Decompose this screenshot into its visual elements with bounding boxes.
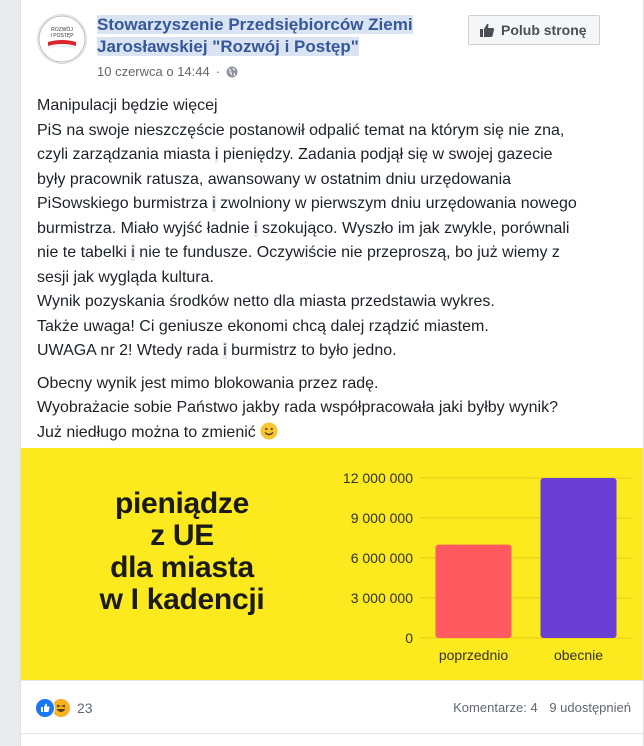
globe-icon[interactable] bbox=[226, 66, 238, 78]
text-line: Manipulacji będzie więcej bbox=[37, 97, 218, 114]
text-line: Obecny wynik jest mimo blokowania przez radę. bbox=[37, 374, 379, 392]
y-tick-label: 12 000 000 bbox=[342, 470, 413, 486]
text-line: Już niedługo można to zmienić bbox=[37, 421, 637, 446]
avatar-text-1: ROZWÓJ bbox=[51, 27, 73, 33]
y-tick-label: 0 bbox=[405, 630, 413, 646]
like-page-label: Polub stronę bbox=[501, 22, 587, 38]
x-tick-label: poprzednio bbox=[438, 647, 509, 663]
bar-obecnie bbox=[541, 478, 617, 638]
text-line: były pracownik ratusza, awansowany w ostatnim dniu urzędowania bbox=[37, 170, 512, 188]
post-card bbox=[20, 0, 644, 746]
reactions-summary[interactable] bbox=[35, 698, 93, 718]
post-footer bbox=[21, 680, 643, 746]
text-line: czyli zarządzania miasta i pieniędzy. Zadania podjął się w swojej gazecie bbox=[37, 146, 553, 163]
bar-poprzednio bbox=[436, 545, 512, 638]
hashtag-link[interactable]: i bbox=[212, 195, 216, 212]
caption-line: z UE bbox=[150, 519, 214, 552]
caption-line: dla miasta bbox=[110, 551, 254, 584]
reaction-count: 23 bbox=[77, 700, 93, 716]
page-logo-icon bbox=[38, 15, 86, 63]
hashtag-link[interactable]: i bbox=[131, 244, 135, 261]
text-line: PiSowskiego burmistrza i zwolniony w pierwszym dniu urzędowania nowego bbox=[37, 195, 577, 212]
hashtag-link[interactable]: i bbox=[214, 146, 219, 163]
y-tick-label: 6 000 000 bbox=[350, 550, 413, 566]
post-image[interactable] bbox=[21, 448, 643, 680]
comments-count[interactable]: Komentarze: 4 bbox=[453, 700, 538, 715]
post-date[interactable]: 10 czerwca o 14:44 bbox=[97, 64, 210, 79]
shares-count[interactable]: 9 udostępnień bbox=[549, 700, 631, 715]
meta-separator: · bbox=[215, 64, 221, 79]
text-line: nie te tabelki i nie te fundusze. Oczywiście nie przeproszą, bo już wiemy z bbox=[37, 244, 560, 261]
page-avatar[interactable] bbox=[37, 14, 87, 64]
smile-emoji-icon bbox=[260, 422, 278, 440]
thumbs-up-icon bbox=[479, 22, 495, 38]
y-tick-label: 9 000 000 bbox=[350, 510, 413, 526]
text-line: sesji jak wygląda kultura. bbox=[37, 268, 214, 286]
like-page-button[interactable] bbox=[468, 15, 600, 45]
post-header bbox=[21, 0, 643, 90]
like-reaction-icon bbox=[35, 698, 55, 718]
text-line: Wyobrażacie sobie Państwo jakby rada współpracowała jaki byłby wynik? bbox=[37, 399, 558, 416]
hashtag-link[interactable]: i bbox=[223, 342, 227, 359]
caption-line: pieniądze bbox=[115, 487, 249, 520]
page-name-text[interactable]: Stowarzyszenie Przedsiębiorców Ziemi Jarosławskiej "Rozwój i Postęp" bbox=[97, 15, 413, 56]
text-line: PiS na swoje nieszczęście postanowił odpalić temat na którym się nie zna, bbox=[37, 121, 565, 139]
bar-chart bbox=[306, 448, 636, 680]
post-stats bbox=[445, 700, 631, 715]
actions-divider bbox=[21, 733, 643, 734]
caption-line: w I kadencji bbox=[99, 583, 265, 616]
text-line: UWAGA nr 2! Wtedy rada i burmistrz to było jedno. bbox=[37, 342, 397, 359]
post-meta bbox=[97, 64, 238, 79]
text-line: Wynik pozyskania środków netto dla miasta przedstawia wykres. bbox=[37, 293, 495, 310]
hashtag-link[interactable]: i bbox=[253, 219, 258, 237]
text-line: Także uwaga! Ci geniusze ekonomi chcą dalej rządzić miastem. bbox=[37, 317, 489, 335]
y-tick-label: 3 000 000 bbox=[350, 590, 413, 606]
post-text bbox=[37, 94, 637, 445]
image-caption bbox=[87, 488, 277, 616]
x-tick-label: obecnie bbox=[553, 647, 604, 663]
avatar-text-2: I POSTĘP bbox=[50, 33, 74, 39]
page-name-link[interactable] bbox=[97, 14, 437, 58]
text-line: burmistrza. Miało wyjść ładnie i szokująco. Wyszło im jak zwykle, porównali bbox=[37, 219, 570, 237]
